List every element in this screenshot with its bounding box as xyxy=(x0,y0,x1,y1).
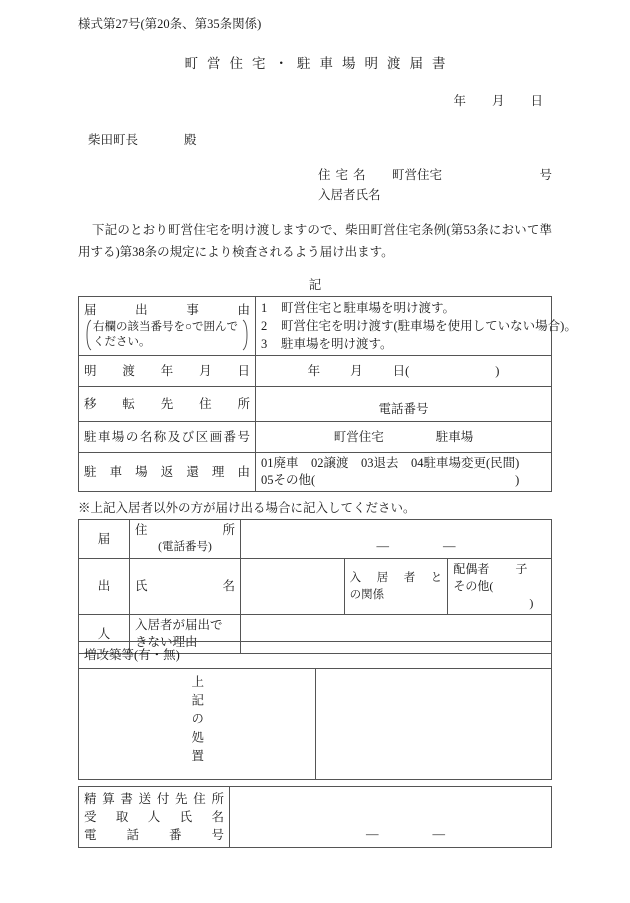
renovation-side-label: 上記の処置 xyxy=(189,675,204,768)
date-line xyxy=(0,91,551,109)
reason-label: 届出事由 xyxy=(84,303,250,317)
list-item[interactable] xyxy=(261,299,546,317)
list-item[interactable] xyxy=(261,317,577,335)
notifier-name-label-cell xyxy=(130,559,241,615)
house-name-label: 住宅名 xyxy=(318,168,371,182)
settlement-label-cell xyxy=(79,787,230,848)
table-row xyxy=(79,520,552,559)
reason-table xyxy=(78,296,577,492)
move-address-value-cell[interactable] xyxy=(256,387,552,422)
vacate-date-day: 日( xyxy=(392,363,410,378)
occupant-name-row xyxy=(318,185,552,205)
relation-label-line2: の関係 xyxy=(349,588,385,601)
date-day: 日 xyxy=(530,94,543,108)
notifier-address-value-cell[interactable] xyxy=(241,520,552,559)
left-bracket-icon xyxy=(84,319,92,351)
settlement-label-line3: 電話番号 xyxy=(84,828,224,842)
reason-label-cell xyxy=(79,297,256,356)
return-reason-other xyxy=(261,472,546,489)
notifier-address-sub-label: (電話番号) xyxy=(158,541,212,553)
vacate-date-label: 明渡年月日 xyxy=(84,363,250,378)
table-row xyxy=(79,387,552,422)
address-dash-2: — xyxy=(443,539,456,553)
return-reason-other-close: ) xyxy=(515,473,520,487)
settlement-value-cell[interactable] xyxy=(230,787,552,848)
reason-label-wrap xyxy=(84,302,250,350)
table-row xyxy=(79,669,552,780)
relation-value-cell[interactable] xyxy=(448,559,552,615)
move-address-label: 移転先住所 xyxy=(84,396,250,411)
renovation-side-label-cell xyxy=(79,669,316,780)
table-row xyxy=(79,453,552,492)
table-row xyxy=(79,787,552,848)
date-month: 月 xyxy=(491,94,505,108)
settlement-dash-1: — xyxy=(366,827,379,841)
vacate-date-value-cell[interactable] xyxy=(256,356,552,387)
return-reason-codes: 01廃車 02譲渡 03退去 04駐車場変更(民間) xyxy=(261,456,520,470)
vacate-date-close-paren: ) xyxy=(495,363,500,378)
relation-option-spouse: 配偶者 xyxy=(453,562,490,576)
notifier-reason-label-line1: 入居者が届出で xyxy=(135,618,223,632)
reason-item-number: 3 xyxy=(261,337,268,351)
reason-item-text: 町営住宅と駐車場を明け渡す。 xyxy=(281,301,456,315)
vacate-date-month: 月 xyxy=(350,363,363,378)
notifier-side-char-2: 出 xyxy=(79,559,130,615)
vacate-date-label-cell xyxy=(79,356,256,387)
return-reason-other-open: 05その他( xyxy=(261,473,316,487)
notifier-address-label-cell xyxy=(130,520,241,559)
notice-text: ※上記入居者以外の方が届け出る場合に記入してください。 xyxy=(78,501,416,515)
house-name-suffix: 号 xyxy=(539,168,553,182)
move-address-label-cell xyxy=(79,387,256,422)
ki-marker: 記 xyxy=(308,278,322,292)
right-bracket-icon xyxy=(242,319,250,351)
addressee-name: 柴田町長 xyxy=(88,133,139,147)
document-title: 町営住宅・駐車場明渡届書 xyxy=(184,56,455,71)
table-row xyxy=(79,559,552,615)
reason-item-number: 1 xyxy=(261,301,268,315)
notifier-side-char-1: 届 xyxy=(79,520,130,559)
table-row xyxy=(79,297,552,356)
relation-option-child: 子 xyxy=(515,562,528,576)
form-code: 様式第27号(第20条、第35条関係) xyxy=(78,17,262,31)
notifier-name-label: 氏名 xyxy=(135,579,235,593)
settlement-label-line1: 精算書送付先住所 xyxy=(84,792,224,806)
reason-note xyxy=(84,320,250,350)
addressee-honorific: 殿 xyxy=(184,133,197,147)
parking-name-value-cell[interactable] xyxy=(256,422,552,453)
address-dash-1: — xyxy=(376,539,389,553)
addressee xyxy=(88,130,197,148)
parking-lot-label: 駐車場 xyxy=(435,429,474,444)
table-row xyxy=(79,422,552,453)
notifier-reason-label-line2: きない理由 xyxy=(135,635,198,649)
move-phone-label: 電話番号 xyxy=(378,402,429,416)
list-item[interactable] xyxy=(261,335,546,353)
renovation-header-cell[interactable]: 増改築等(有・無) xyxy=(79,642,552,669)
reason-note-text: 右欄の該当番号を○で囲んでください。 xyxy=(93,321,238,348)
return-reason-value-cell[interactable] xyxy=(256,453,552,492)
relation-option-other[interactable] xyxy=(453,578,546,612)
reason-item-text: 駐車場を明け渡す。 xyxy=(281,337,393,351)
parking-name-label-cell xyxy=(79,422,256,453)
notifier-table xyxy=(78,519,552,654)
house-name-row xyxy=(318,165,552,185)
return-reason-label-cell xyxy=(79,453,256,492)
relation-label-cell xyxy=(344,559,448,615)
notifier-side-char-3: 人 xyxy=(79,615,130,654)
table-row xyxy=(79,642,552,669)
parking-house-label: 町営住宅 xyxy=(333,429,384,444)
reason-items-cell xyxy=(256,297,577,356)
resident-info-block xyxy=(318,165,552,205)
notifier-address-label: 住所 xyxy=(135,523,235,537)
relation-label-line1: 入居者と xyxy=(349,571,443,584)
relation-option-spouse-child[interactable] xyxy=(453,561,546,578)
reason-item-text: 町営住宅を明け渡す(駐車場を使用していない場合)。 xyxy=(281,319,577,333)
table-row xyxy=(79,356,552,387)
reason-item-number: 2 xyxy=(261,319,268,333)
renovation-table xyxy=(78,641,552,780)
occupant-name-label: 入居者氏名 xyxy=(318,188,381,202)
date-year: 年 xyxy=(453,94,466,108)
relation-other-open: その他( xyxy=(453,579,494,593)
parking-name-label: 駐車場の名称及び区画番号 xyxy=(84,429,250,444)
body-paragraph: 下記のとおり町営住宅を明け渡しますので、柴田町営住宅条例(第53条において準用する)第38条の規定により検査されるよう届け出ます。 xyxy=(78,223,552,259)
renovation-value-cell[interactable] xyxy=(315,669,552,780)
settlement-table xyxy=(78,786,552,848)
relation-other-close: ) xyxy=(529,596,534,610)
house-name-value: 町営住宅 xyxy=(392,168,443,182)
notifier-name-value-cell[interactable] xyxy=(241,559,345,615)
return-reason-label: 駐車場返還理由 xyxy=(84,464,250,479)
vacate-date-year: 年 xyxy=(307,363,321,378)
reason-items-list xyxy=(261,299,577,353)
settlement-dash-2: — xyxy=(432,827,445,841)
settlement-label-line2: 受取人氏名 xyxy=(84,810,224,824)
